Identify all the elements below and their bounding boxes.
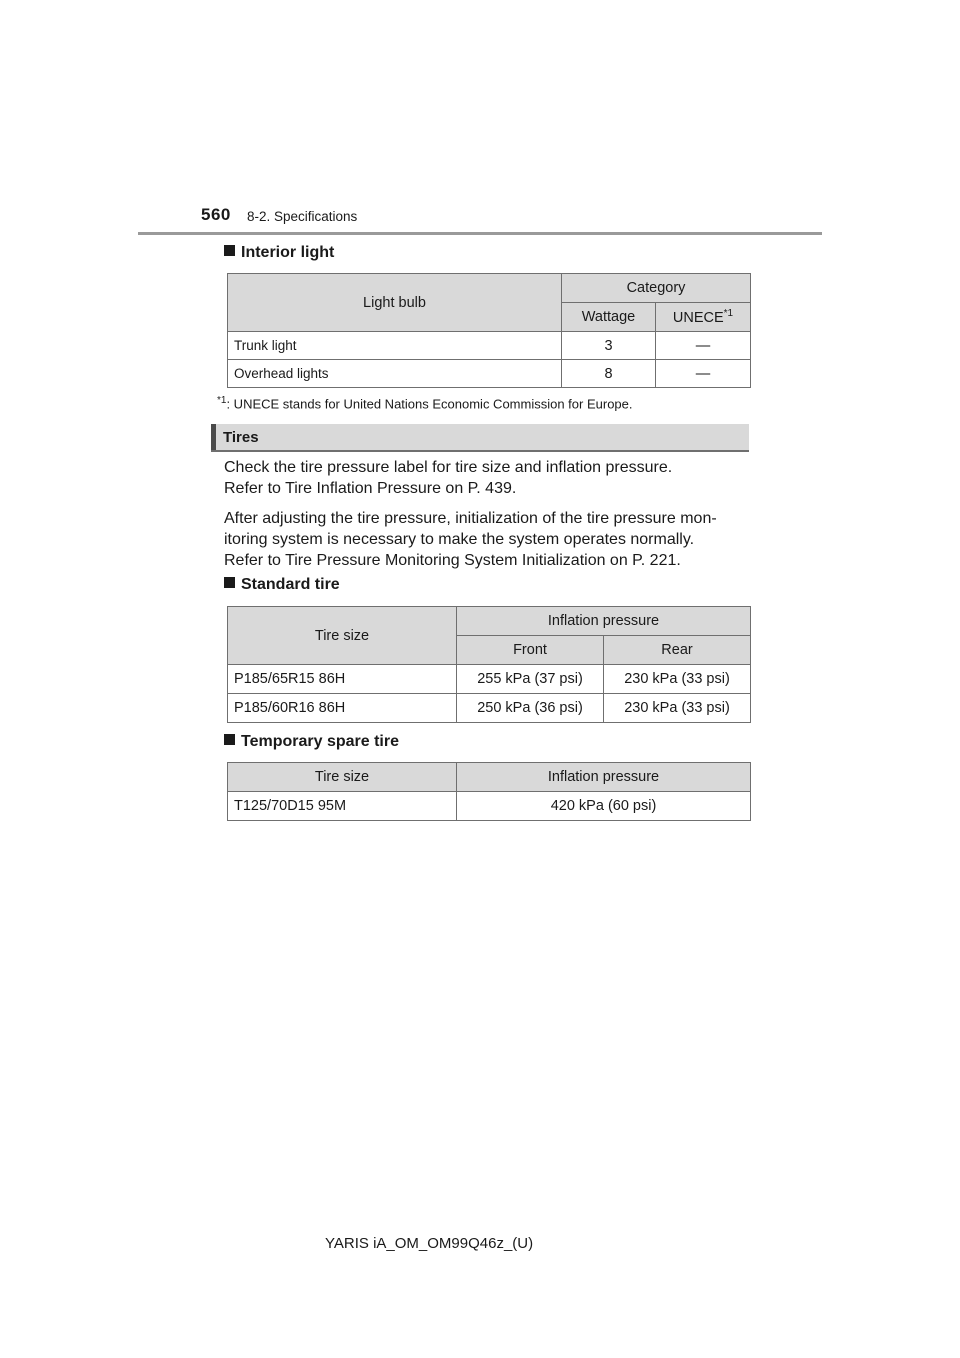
document-id: YARIS iA_OM_OM99Q46z_(U) (325, 1235, 534, 1252)
front-pressure-cell: 255 kPa (37 psi) (457, 665, 604, 694)
unece-cell: — (656, 332, 751, 360)
page-number: 560 (201, 205, 231, 224)
table-row (228, 694, 751, 723)
pressure-cell: 420 kPa (60 psi) (457, 792, 751, 821)
standard-tire-table (227, 606, 751, 723)
spare-tire-table (227, 762, 751, 821)
section-title: 8-2. Specifications (247, 209, 358, 224)
unece-footnote (217, 395, 633, 411)
rear-pressure-cell: 230 kPa (33 psi) (604, 694, 751, 723)
table-row (228, 332, 751, 360)
tires-title: Tires (223, 429, 259, 446)
square-bullet-icon (224, 245, 235, 256)
header-category: Category (562, 274, 751, 303)
tire-pressure-intro: Check the tire pressure label for tire size and inflation pressure. Refer to Tire Inflation Pressure on P. 439. (224, 459, 673, 497)
header-tire-size: Tire size (228, 763, 457, 792)
standard-tire-heading: Standard tire (224, 576, 340, 594)
interior-light-table (227, 273, 751, 388)
header-divider (138, 232, 822, 235)
tire-size-cell: T125/70D15 95M (228, 792, 457, 821)
footnote-text: : UNECE stands for United Nations Economic Commission for Europe. (226, 396, 633, 412)
tpms-initialization-note: After adjusting the tire pressure, initialization of the tire pressure mon- itoring system is necessary to make the system operates normally. Refer to Tire Pressure Monitoring System Initialization on P. 221. (224, 510, 717, 569)
tires-section-header (211, 424, 749, 452)
table-row (228, 792, 751, 821)
header-rear: Rear (604, 636, 751, 665)
front-pressure-cell: 250 kPa (36 psi) (457, 694, 604, 723)
rear-pressure-cell: 230 kPa (33 psi) (604, 665, 751, 694)
interior-light-heading: Interior light (224, 244, 334, 262)
header-front: Front (457, 636, 604, 665)
table-row (228, 665, 751, 694)
header-light-bulb: Light bulb (228, 274, 562, 332)
spare-tire-heading: Temporary spare tire (224, 733, 399, 751)
unece-cell: — (656, 360, 751, 388)
wattage-cell: 3 (562, 332, 656, 360)
wattage-cell: 8 (562, 360, 656, 388)
header-inflation-pressure: Inflation pressure (457, 763, 751, 792)
tire-size-cell: P185/60R16 86H (228, 694, 457, 723)
header-unece: UNECE$^{*1}$ (656, 303, 751, 332)
bulb-cell: Overhead lights (228, 360, 562, 388)
square-bullet-icon (224, 734, 235, 745)
header-wattage: Wattage (562, 303, 656, 332)
section-accent-bar (211, 424, 216, 450)
bulb-cell: Trunk light (228, 332, 562, 360)
footnote-mark: *1 (217, 395, 227, 406)
table-row (228, 360, 751, 388)
square-bullet-icon (224, 577, 235, 588)
tire-size-cell: P185/65R15 86H (228, 665, 457, 694)
header-inflation-pressure: Inflation pressure (457, 607, 751, 636)
unece-footnote-mark: *1 (723, 308, 734, 320)
header-tire-size: Tire size (228, 607, 457, 665)
